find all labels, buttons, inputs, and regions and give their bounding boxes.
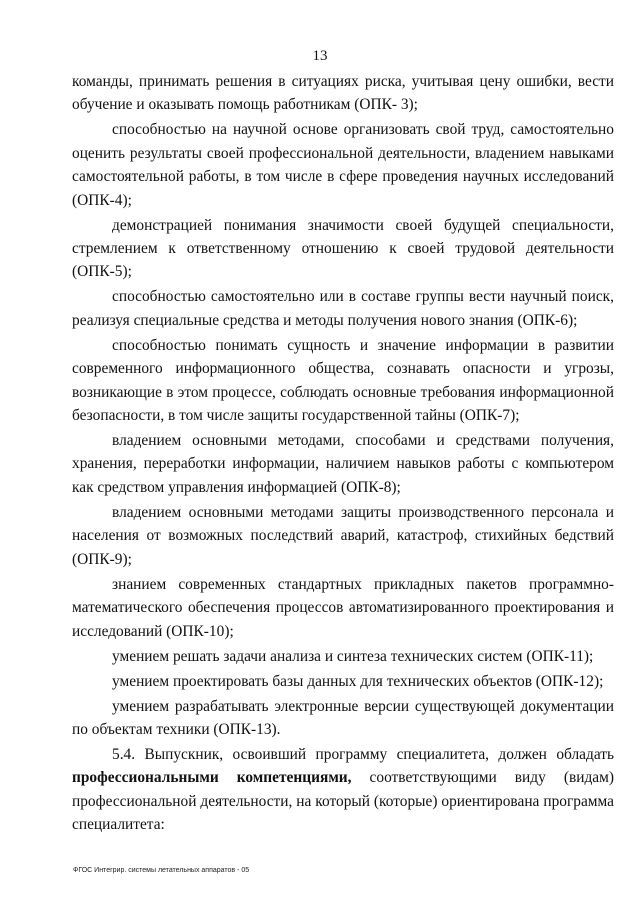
section-5-4-bold-term: профессиональными компетенциями, xyxy=(72,769,352,787)
paragraph-opk-4: способностью на научной основе организовать свой труд, самостоятельно оценить результаты своей профессиональной деятельности, владением навыками самостоятельной работы, в том числе в сфере проведения научных исследований (ОПК-4); xyxy=(72,121,614,209)
document-body xyxy=(72,70,614,838)
paragraph-opk-11: умением решать задачи анализа и синтеза технических систем (ОПК-11); xyxy=(112,647,594,665)
page-number: 13 xyxy=(312,48,328,64)
paragraph-opk-12: умением проектировать базы данных для технических объектов (ОПК-12); xyxy=(112,672,604,690)
page-footer: ФГОС Интегрир. системы летательных аппаратов - 05 xyxy=(73,867,250,874)
paragraph-opk-7: способностью понимать сущность и значение информации в развитии современного информационного общества, сознавать опасности и угрозы, возникающие в этом процессе, соблюдать основные требования информационной безопасности, в том числе защиты государственной тайны (ОПК-7); xyxy=(72,336,614,425)
paragraph-opk-8: владением основными методами, способами и средствами получения, хранения, переработки информации, наличием навыков работы с компьютером как средством управления информацией (ОПК-8); xyxy=(72,432,614,496)
paragraph-opk-3-continuation: команды, принимать решения в ситуациях риска, учитывая цену ошибки, вести обучение и оказывать помощь работникам (ОПК- 3); xyxy=(72,73,614,114)
section-5-4-text-end: соответствующими виду (видам) профессиональной деятельности, на который (которые) ориентирована программа специалитета: xyxy=(72,769,614,834)
paragraph-opk-13: умением разрабатывать электронные версии существующей документации по объектам техники (ОПК-13). xyxy=(72,697,614,738)
paragraph-opk-10: знанием современных стандартных прикладных пакетов программно-математического обеспечения процессов автоматизированного проектирования и исследований (ОПК-10); xyxy=(72,575,614,640)
paragraph-opk-6: способностью самостоятельно или в составе группы вести научный поиск, реализуя специальные средства и методы получения нового знания (ОПК-6); xyxy=(72,288,614,329)
paragraph-opk-5: демонстрацией понимания значимости своей будущей специальности, стремлением к ответственному отношению к своей трудовой деятельности (ОПК-5); xyxy=(72,216,614,281)
section-5-4-text-start: 5.4. Выпускник, освоивший программу специалитета, должен обладать xyxy=(112,745,614,763)
paragraph-section-5-4 xyxy=(72,743,614,837)
paragraph-opk-9: владением основными методами защиты производственного персонала и населения от возможных последствий аварий, катастроф, стихийных бедствий (ОПК-9); xyxy=(72,503,614,568)
